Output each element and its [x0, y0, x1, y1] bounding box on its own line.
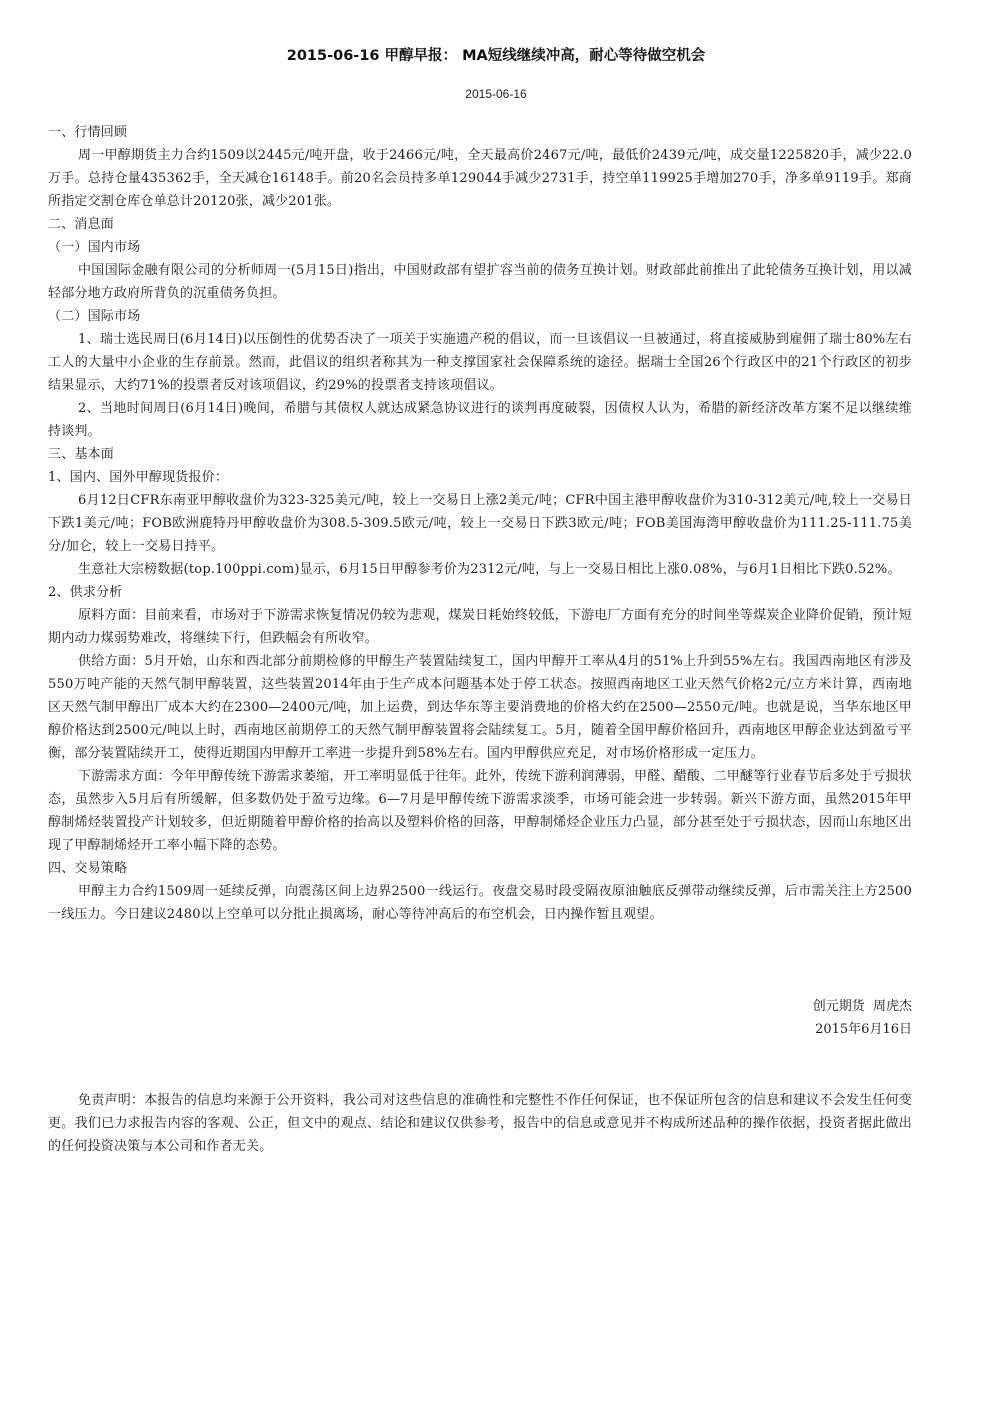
- spot-paragraph-2: 生意社大宗榜数据(top.100ppi.com)显示，6月15日甲醇参考价为2312元/吨，与上一交易日相比上涨0.08%，与6月1日相比下跌0.52%。: [78, 562, 901, 577]
- section-heading-review: 一、行情回顾: [48, 125, 128, 140]
- supply-paragraph-raw-material: 原料方面：目前来看，市场对于下游需求恢复情况仍较为悲观，煤炭日耗始终较低，下游电厂方面有充分的时间坐等煤炭企业降价促销，预计短期内动力煤弱势难改，将继续下行，但跌幅会有所收窄。: [48, 608, 912, 646]
- disclaimer-paragraph: 免责声明：本报告的信息均来源于公开资料，我公司对这些信息的准确性和完整性不作任何保证，也不保证所包含的信息和建议不会发生任何变更。我们已力求报告内容的客观、公正，但文中的观点、结论和建议仅供参考，报告中的信息或意见并不构成所述品种的操作依据，投资者据此做出的任何投资决策与本公司和作者无关。: [48, 1093, 912, 1154]
- section-heading-fundamentals: 三、基本面: [48, 447, 115, 462]
- international-paragraph-2: 2、当地时间周日(6月14日)晚间，希腊与其债权人就达成紧急协议进行的谈判再度破裂，因债权人认为，希腊的新经济改革方案不足以继续维持谈判。: [48, 401, 912, 439]
- section-heading-strategy: 四、交易策略: [48, 861, 128, 876]
- section-heading-news: 二、消息面: [48, 217, 115, 232]
- spot-paragraph-1: 6月12日CFR东南亚甲醇收盘价为323-325美元/吨，较上一交易日上涨2美元/吨；CFR中国主港甲醇收盘价为310-312美元/吨,较上一交易日下跌1美元/吨；FOB欧洲鹿特丹甲醇收盘价为308.5-309.5欧元/吨，较上一交易日下跌3欧元/吨；FOB美国海湾甲醇收盘价为111.25-111.75美分/加仑，较上一交易日持平。: [48, 493, 912, 554]
- report-body: [48, 121, 912, 926]
- strategy-paragraph: 甲醇主力合约1509周一延续反弹，向震荡区间上边界2500一线运行。夜盘交易时段受隔夜原油触底反弹带动继续反弹，后市需关注上方2500一线压力。今日建议2480以上空单可以分批止损离场，耐心等待冲高后的布空机会，日内操作暂且观望。: [48, 884, 912, 922]
- international-paragraph-1: 1、瑞士选民周日(6月14日)以压倒性的优势否决了一项关于实施遗产税的倡议，而一旦该倡议一旦被通过，将直接威胁到雇佣了瑞士80%左右工人的大量中小企业的生存前景。然而，此倡议的组织者称其为一种支撑国家社会保障系统的途径。据瑞士全国26个行政区中的21个行政区的初步结果显示，大约71%的投票者反对该项倡议，约29%的投票者支持该项倡议。: [48, 332, 912, 393]
- signature-author: 创元期货 周虎杰: [812, 999, 912, 1014]
- document-date: 2015-06-16: [465, 87, 527, 101]
- subheading-domestic: （一）国内市场: [48, 240, 141, 255]
- subheading-international: （二）国际市场: [48, 309, 141, 324]
- document-title: 2015-06-16 甲醇早报： MA短线继续冲高，耐心等待做空机会: [286, 48, 706, 64]
- review-paragraph: 周一甲醇期货主力合约1509以2445元/吨开盘，收于2466元/吨，全天最高价2467元/吨，最低价2439元/吨，成交量1225820手，减少22.0万手。总持仓量435362手，全天减仓16148手。前20名会员持多单129044手减少2731手，持空单119925手增加270手，净多单9119手。郑商所指定交割仓库仓单总计20120张，减少201张。: [48, 148, 912, 209]
- domestic-paragraph: 中国国际金融有限公司的分析师周一(5月15日)指出，中国财政部有望扩容当前的债务互换计划。财政部此前推出了此轮债务互换计划，用以减轻部分地方政府所背负的沉重债务负担。: [48, 263, 912, 301]
- subheading-supply-demand: 2、供求分析: [48, 585, 123, 600]
- subheading-spot-prices: 1、国内、国外甲醇现货报价：: [48, 470, 229, 485]
- signature-date: 2015年6月16日: [815, 1022, 912, 1037]
- supply-paragraph-supply: 供给方面：5月开始，山东和西北部分前期检修的甲醇生产装置陆续复工，国内甲醇开工率从4月的51%上升到55%左右。我国西南地区有涉及550万吨产能的天然气制甲醇装置，这些装置2014年由于生产成本问题基本处于停工状态。按照西南地区工业天然气价格2元/立方米计算，西南地区天然气制甲醇出厂成本大约在2300—2400元/吨，加上运费，到达华东等主要消费地的价格大约在2500—2550元/吨。也就是说，当华东地区甲醇价格达到2500元/吨以上时，西南地区前期停工的天然气制甲醇装置将会陆续复工。5月，随着全国甲醇价格回升，西南地区甲醇企业达到盈亏平衡，部分装置陆续开工，使得近期国内甲醇开工率进一步提升到58%左右。国内甲醇供应充足，对市场价格形成一定压力。: [48, 654, 912, 761]
- supply-paragraph-downstream: 下游需求方面：今年甲醇传统下游需求萎缩，开工率明显低于往年。此外，传统下游利润薄弱，甲醛、醋酸、二甲醚等行业春节后多处于亏损状态，虽然步入5月后有所缓解，但多数仍处于盈亏边缘。6—7月是甲醇传统下游需求淡季，市场可能会进一步转弱。新兴下游方面，虽然2015年甲醇制烯烃装置投产计划较多，但近期随着甲醇价格的抬高以及塑料价格的回落，甲醇制烯烃企业压力凸显，部分甚至处于亏损状态，因而山东地区出现了甲醇制烯烃开工率小幅下降的态势。: [48, 769, 912, 853]
- signature-block: [560, 995, 912, 1041]
